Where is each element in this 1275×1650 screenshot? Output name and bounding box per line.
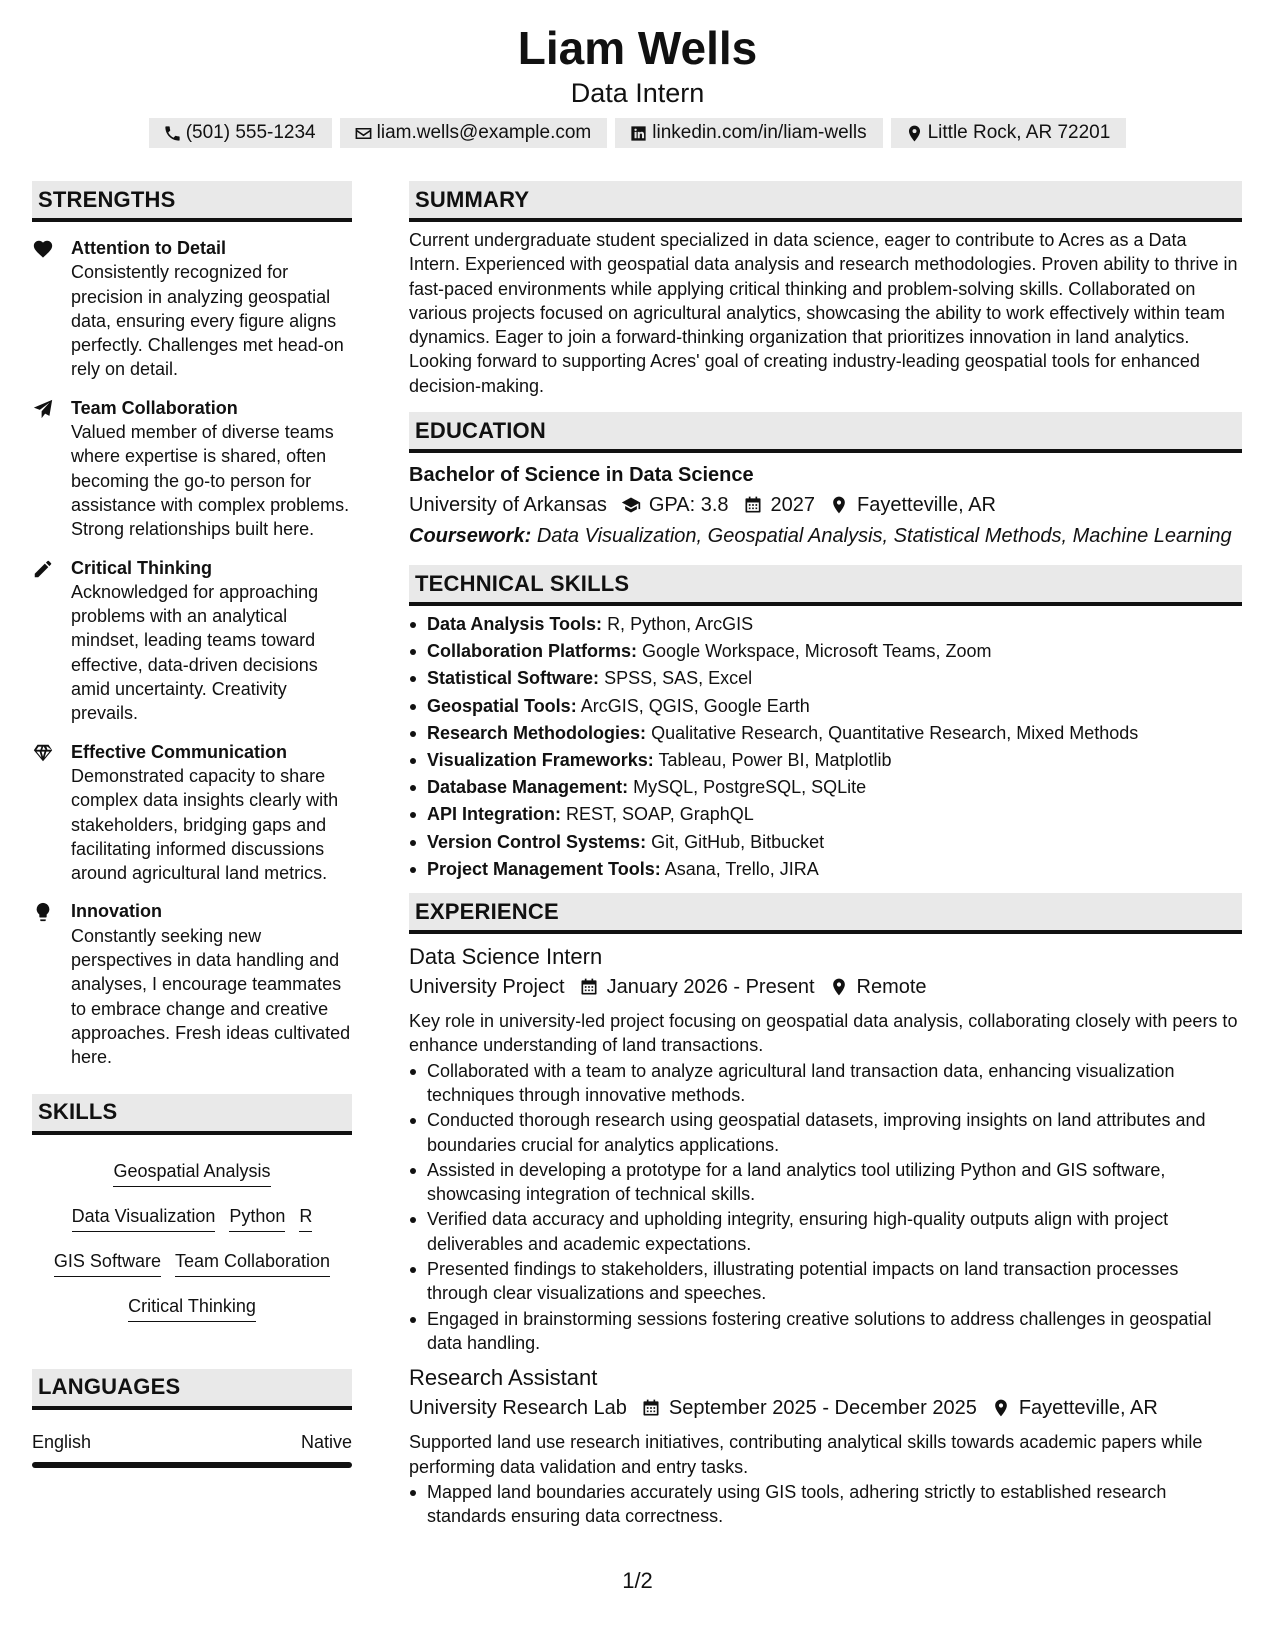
strength-desc: Demonstrated capacity to share complex data insights clearly with stakeholders, bridging gaps and facilitating informed discussions around agricultural land metrics.	[71, 765, 339, 884]
list-item	[409, 748, 1242, 772]
calendar-icon	[641, 1398, 661, 1418]
page-number: 1/2	[622, 1568, 653, 1593]
tech-skill-value: R, Python, ArcGIS	[607, 614, 754, 635]
education-meta	[409, 490, 1242, 520]
skill-chip: GIS Software	[54, 1249, 161, 1277]
map-pin-icon	[905, 124, 924, 143]
tech-skill-label: API Integration:	[427, 804, 561, 825]
contact-location-text: Little Rock, AR 72201	[927, 122, 1111, 143]
list-item	[409, 802, 1242, 826]
tech-skill-value: REST, SOAP, GraphQL	[566, 804, 754, 825]
tech-skill-value: SPSS, SAS, Excel	[604, 668, 753, 689]
pencil-icon	[32, 558, 54, 580]
strength-item	[32, 899, 352, 1069]
strength-title: Effective Communication	[71, 741, 288, 762]
list-item: Mapped land boundaries accurately using GIS tools, adhering strictly to established research standards ensuring data correctness.	[409, 1480, 1242, 1529]
tech-skill-value: Google Workspace, Microsoft Teams, Zoom	[642, 641, 992, 662]
experience-entry	[409, 942, 1242, 1355]
list-item: Collaborated with a team to analyze agricultural land transaction data, enhancing visualization techniques through innovative methods.	[409, 1059, 1242, 1108]
education-school: University of Arkansas	[409, 494, 607, 517]
tech-skill-label: Project Management Tools:	[427, 858, 661, 879]
skill-chip: Geospatial Analysis	[113, 1159, 270, 1187]
contact-phone[interactable]	[149, 118, 332, 148]
technical-skills-list	[409, 612, 1242, 881]
contact-location	[891, 118, 1127, 148]
resume-header	[0, 20, 1275, 148]
strength-desc: Consistently recognized for precision in analyzing geospatial data, ensuring every figure aligns perfectly. Challenges met head-on rely on detail.	[71, 262, 344, 380]
strength-title: Attention to Detail	[71, 238, 226, 258]
job-description: Key role in university-led project focusing on geospatial data analysis, collaborating closely with peers to enhance understanding of land transactions.	[409, 1011, 1238, 1056]
tech-skill-value: Qualitative Research, Quantitative Research, Mixed Methods	[651, 722, 1139, 743]
education-coursework	[409, 521, 1242, 551]
experience-heading: EXPERIENCE	[409, 893, 1242, 934]
lightbulb-icon	[32, 901, 54, 923]
list-item	[409, 775, 1242, 799]
strength-title: Critical Thinking	[71, 557, 213, 578]
language-name: English	[32, 1431, 92, 1452]
strength-item	[32, 236, 352, 382]
contact-phone-text: (501) 555-1234	[185, 122, 316, 143]
job-org: University Project	[409, 976, 565, 999]
education-gpa: GPA: 3.8	[648, 494, 729, 517]
calendar-icon	[579, 977, 599, 997]
job-bullets	[409, 1059, 1242, 1356]
tech-skill-value: MySQL, PostgreSQL, SQLite	[633, 777, 867, 798]
strength-desc: Constantly seeking new perspectives in data handling and analyses, I encourage teammates to embrace change and creative approaches. Fresh ideas cultivated here.	[71, 925, 351, 1068]
coursework-list: Data Visualization, Geospatial Analysis, Statistical Methods, Machine Learning	[536, 525, 1232, 548]
language-level: Native	[300, 1431, 352, 1452]
list-item	[409, 830, 1242, 854]
strength-item	[32, 556, 352, 726]
contact-linkedin-text: linkedin.com/in/liam-wells	[652, 122, 867, 143]
calendar-icon	[743, 495, 763, 515]
list-item	[409, 639, 1242, 663]
tech-skill-label: Database Management:	[427, 777, 629, 798]
job-dates: January 2026 - Present	[606, 976, 815, 999]
candidate-name: Liam Wells	[517, 22, 758, 74]
strength-item	[32, 740, 352, 886]
skill-chip: R	[299, 1204, 312, 1232]
skill-chip: Data Visualization	[72, 1204, 216, 1232]
map-pin-icon	[991, 1398, 1011, 1418]
language-proficiency-bar	[32, 1462, 352, 1468]
list-item: Engaged in brainstorming sessions fostering creative solutions to address challenges in geospatial data handling.	[409, 1307, 1242, 1356]
strength-desc: Acknowledged for approaching problems with an analytical mindset, leading teams toward effective, data-driven decisions amid uncertainty. Creativity prevails.	[71, 581, 319, 724]
right-column	[409, 181, 1242, 1529]
envelope-icon	[354, 124, 373, 143]
left-column	[32, 181, 352, 1468]
skill-chip: Critical Thinking	[128, 1294, 256, 1322]
education-location: Fayetteville, AR	[857, 494, 996, 517]
job-meta	[409, 972, 1242, 1002]
contact-linkedin[interactable]	[615, 118, 882, 148]
skills-list	[32, 1135, 352, 1329]
contact-email[interactable]	[340, 118, 608, 148]
tech-skill-label: Version Control Systems:	[427, 831, 647, 852]
technical-skills-heading: TECHNICAL SKILLS	[409, 565, 1242, 606]
tech-skill-label: Statistical Software:	[427, 668, 600, 689]
job-location: Fayetteville, AR	[1018, 1397, 1158, 1420]
diamond-icon	[32, 742, 54, 764]
tech-skill-label: Visualization Frameworks:	[427, 750, 654, 771]
list-item: Presented findings to stakeholders, illustrating potential impacts on land transaction processes through clear visualizations and speeches.	[409, 1257, 1242, 1306]
summary-text: Current undergraduate student specialized in data science, eager to contribute to Acres as a Data Intern. Experienced with geospatial data analysis and research methodologies. Proven ability to thrive in fast-paced environments while applying critical thinking and problem-solving skills. Collaborated on various projects focused on agricultural analytics, showcasing the ability to work effectively within team dynamics. Eager to join a forward-thinking organization that prioritizes innovation in land analytics. Looking forward to supporting Acres' goal of creating industry-leading geospatial tools for enhanced decision-making.	[409, 230, 1238, 396]
education-heading: EDUCATION	[409, 412, 1242, 453]
heart-icon	[32, 238, 54, 260]
strengths-heading: STRENGTHS	[32, 181, 352, 222]
list-item	[409, 857, 1242, 881]
contact-bar	[0, 118, 1275, 148]
map-pin-icon	[829, 977, 849, 997]
job-meta	[409, 1393, 1242, 1423]
skill-chip: Python	[229, 1204, 285, 1232]
paper-plane-icon	[32, 398, 54, 420]
linkedin-icon	[629, 124, 648, 143]
map-pin-icon	[829, 495, 849, 515]
job-bullets	[409, 1480, 1242, 1529]
tech-skill-label: Data Analysis Tools:	[427, 614, 603, 635]
candidate-title: Data Intern	[570, 78, 705, 108]
summary-heading: SUMMARY	[409, 181, 1242, 222]
strength-item	[32, 396, 352, 542]
tech-skill-label: Collaboration Platforms:	[427, 641, 638, 662]
tech-skill-value: Asana, Trello, JIRA	[664, 858, 819, 879]
languages-heading: LANGUAGES	[32, 1369, 352, 1410]
strength-title: Innovation	[71, 901, 162, 922]
tech-skill-value: Tableau, Power BI, Matplotlib	[658, 750, 892, 771]
tech-skill-label: Geospatial Tools:	[427, 695, 577, 716]
graduation-cap-icon	[621, 495, 641, 515]
list-item	[409, 666, 1242, 690]
job-location: Remote	[856, 976, 927, 999]
education-degree: Bachelor of Science in Data Science	[409, 464, 754, 487]
list-item: Verified data accuracy and upholding integrity, ensuring high-quality outputs align with project deliverables and academic expectations.	[409, 1207, 1242, 1256]
job-title: Research Assistant	[409, 1365, 598, 1391]
skill-chip: Team Collaboration	[175, 1249, 330, 1277]
education-year: 2027	[770, 494, 816, 517]
skills-heading: SKILLS	[32, 1094, 352, 1135]
contact-email-text: liam.wells@example.com	[376, 122, 592, 143]
strength-title: Team Collaboration	[71, 397, 238, 418]
language-row	[32, 1432, 352, 1453]
list-item: Conducted thorough research using geospatial datasets, improving insights on land attributes and boundaries crucial for analytics applications.	[409, 1108, 1242, 1157]
experience-entry	[409, 1363, 1242, 1528]
strength-desc: Valued member of diverse teams where expertise is shared, often becoming the go-to person for assistance with complex problems. Strong relationships built here.	[71, 422, 350, 540]
job-org: University Research Lab	[409, 1397, 627, 1420]
coursework-label: Coursework:	[409, 525, 532, 548]
list-item	[409, 721, 1242, 745]
list-item	[409, 612, 1242, 636]
tech-skill-value: Git, GitHub, Bitbucket	[651, 831, 825, 852]
tech-skill-label: Research Methodologies:	[427, 722, 647, 743]
tech-skill-value: ArcGIS, QGIS, Google Earth	[580, 695, 810, 716]
job-description: Supported land use research initiatives, contributing analytical skills towards academic papers while performing data validation and entry tasks.	[409, 1432, 1203, 1477]
phone-icon	[163, 124, 182, 143]
job-dates: September 2025 - December 2025	[668, 1397, 977, 1420]
list-item: Assisted in developing a prototype for a land analytics tool utilizing Python and GIS software, showcasing integration of technical skills.	[409, 1158, 1242, 1207]
list-item	[409, 694, 1242, 718]
job-title: Data Science Intern	[409, 944, 603, 970]
